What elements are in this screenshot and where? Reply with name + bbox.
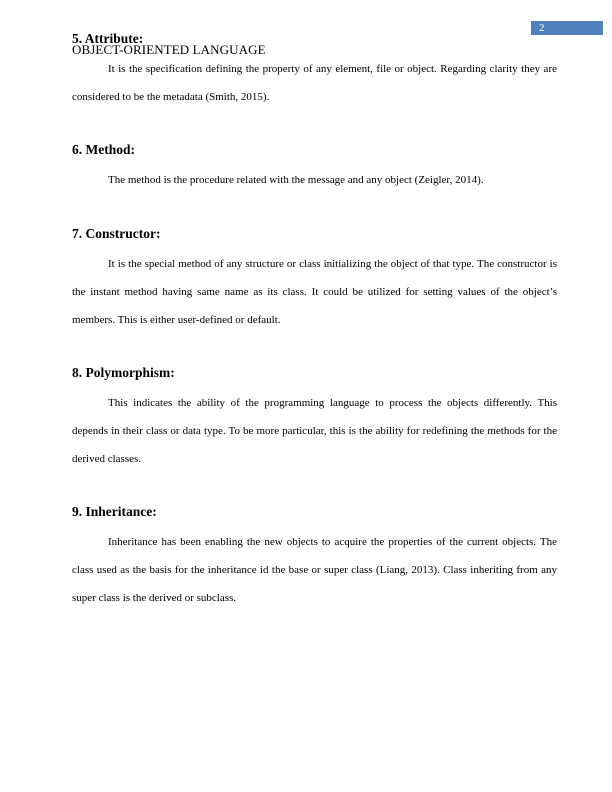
section-heading-method: 6. Method: — [72, 142, 135, 157]
section-text-attribute: It is the specification defining the property of any element, file or object. Regarding clarity they are considered to be the metadata (Smith, 2015). — [72, 63, 557, 103]
section-heading-inheritance: 9. Inheritance: — [72, 504, 157, 519]
section-text-constructor: It is the special method of any structure or class initializing the object of that type. The constructor is the instant method having same name as its class. It could be utilized for setting values of the object’s members. This is either user-defined or default. — [72, 258, 557, 326]
section-text-polymorphism: This indicates the ability of the programming language to process the objects differently. This depends in their class or data type. To be more particular, this is the ability for redefining the methods for the derived classes. — [72, 397, 557, 465]
running-head: OBJECT-ORIENTED LANGUAGE — [72, 42, 266, 57]
page-number-badge — [531, 21, 603, 35]
section-heading-polymorphism: 8. Polymorphism: — [72, 365, 175, 380]
section-text-method: The method is the procedure related with the message and any object (Zeigler, 2014). — [108, 174, 484, 186]
section-heading-constructor: 7. Constructor: — [72, 226, 161, 241]
section-heading-attribute: 5. Attribute: — [72, 31, 144, 46]
page-number: 2 — [539, 22, 545, 34]
section-text-inheritance: Inheritance has been enabling the new objects to acquire the properties of the current objects. The class used as the basis for the inheritance id the base or super class (Liang, 2013). Class inheriting from any super class is the derived or subclass. — [72, 536, 557, 604]
